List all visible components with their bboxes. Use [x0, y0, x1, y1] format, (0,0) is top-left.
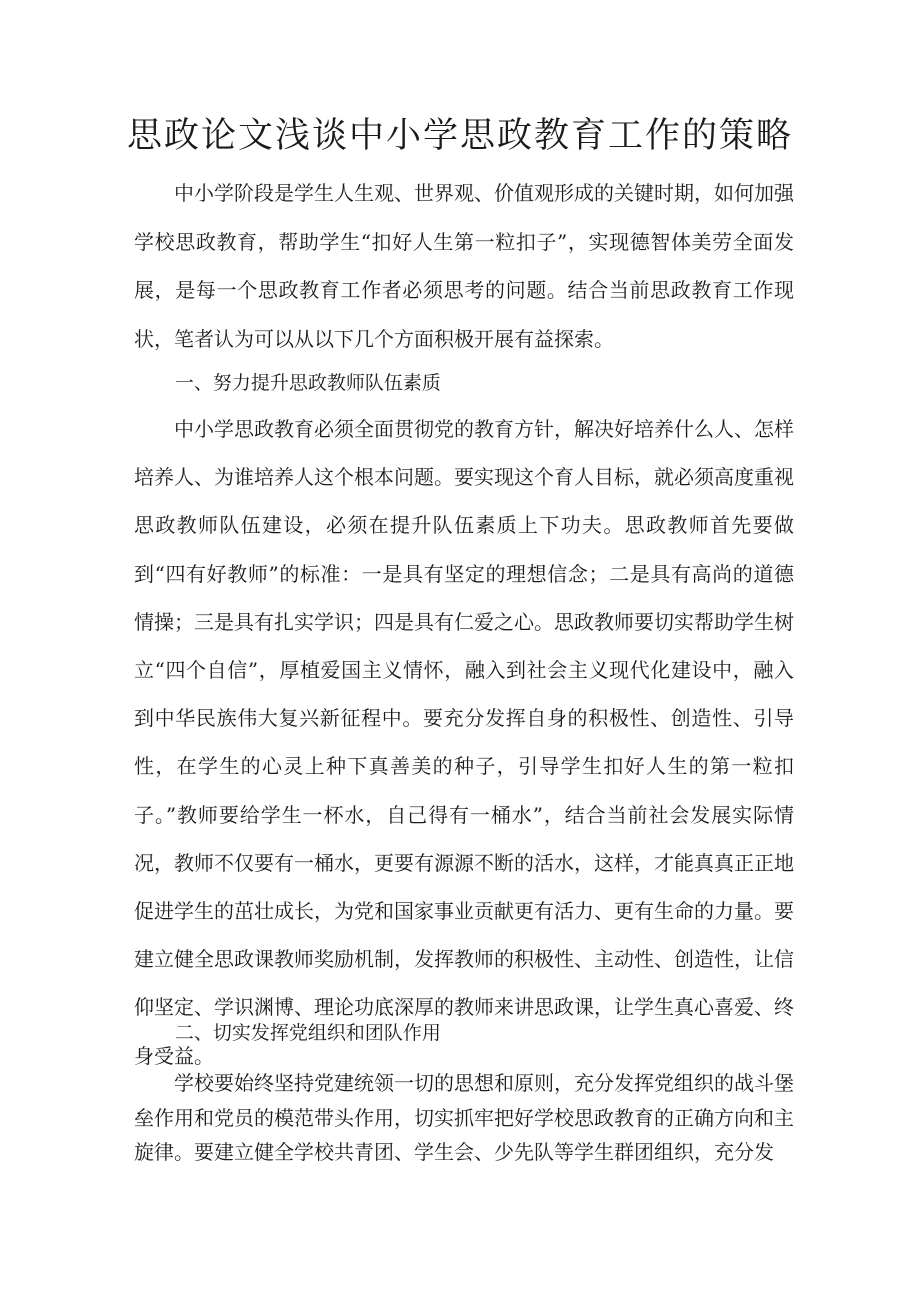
- intro-paragraph: 中小学阶段是学生人生观、世界观、价值观形成的关键时期，如何加强学校思政教育，帮助学生“扣好人生第一粒扣子”，实现德智体美劳全面发展，是每一个思政教育工作者必须思考的问题。结合当前思政教育工作现状，笔者认为可以从以下几个方面积极开展有益探索。: [134, 181, 794, 351]
- section-2-paragraph: 学校要始终坚持党建统领一切的思想和原则，充分发挥党组织的战斗堡垒作用和党员的模范带头作用，切实抓牢把好学校思政教育的正确方向和主旋律。要建立健全学校共青团、学生会、少先队等学生群团组织，充分发: [134, 1071, 794, 1164]
- section-heading-2: 二、切实发挥党组织和团队作用: [174, 1022, 441, 1044]
- section-heading-1: 一、努力提升思政教师队伍素质: [174, 372, 441, 394]
- section-1-paragraph: 中小学思政教育必须全面贯彻党的教育方针，解决好培养什么人、怎样培养人、为谁培养人这个根本问题。要实现这个育人目标，就必须高度重视思政教师队伍建设，必须在提升队伍素质上下功夫。思政教师首先要做到“四有好教师”的标准：一是具有坚定的理想信念；二是具有高尚的道德情操；三是具有扎实学识；四是具有仁爱之心。思政教师要切实帮助学生树立“四个自信”，厚植爱国主义情怀，融入到社会主义现代化建设中，融入到中华民族伟大复兴新征程中。要充分发挥自身的积极性、创造性、引导性，在学生的心灵上种下真善美的种子，引导学生扣好人生的第一粒扣子。”教师要给学生一杯水，自己得有一桶水”，结合当前社会发展实际情况，教师不仅要有一桶水，更要有源源不断的活水，这样，才能真真正正地促进学生的茁壮成长，为党和国家事业贡献更有活力、更有生命的力量。要建立健全思政课教师奖励机制，发挥教师的积极性、主动性、创造性，让信仰坚定、学识渊博、理论功底深厚的教师来讲思政课，让学生真心喜爱、终身受益。: [134, 417, 794, 1068]
- document-title: 思政论文浅谈中小学思政教育工作的策略: [126, 116, 793, 156]
